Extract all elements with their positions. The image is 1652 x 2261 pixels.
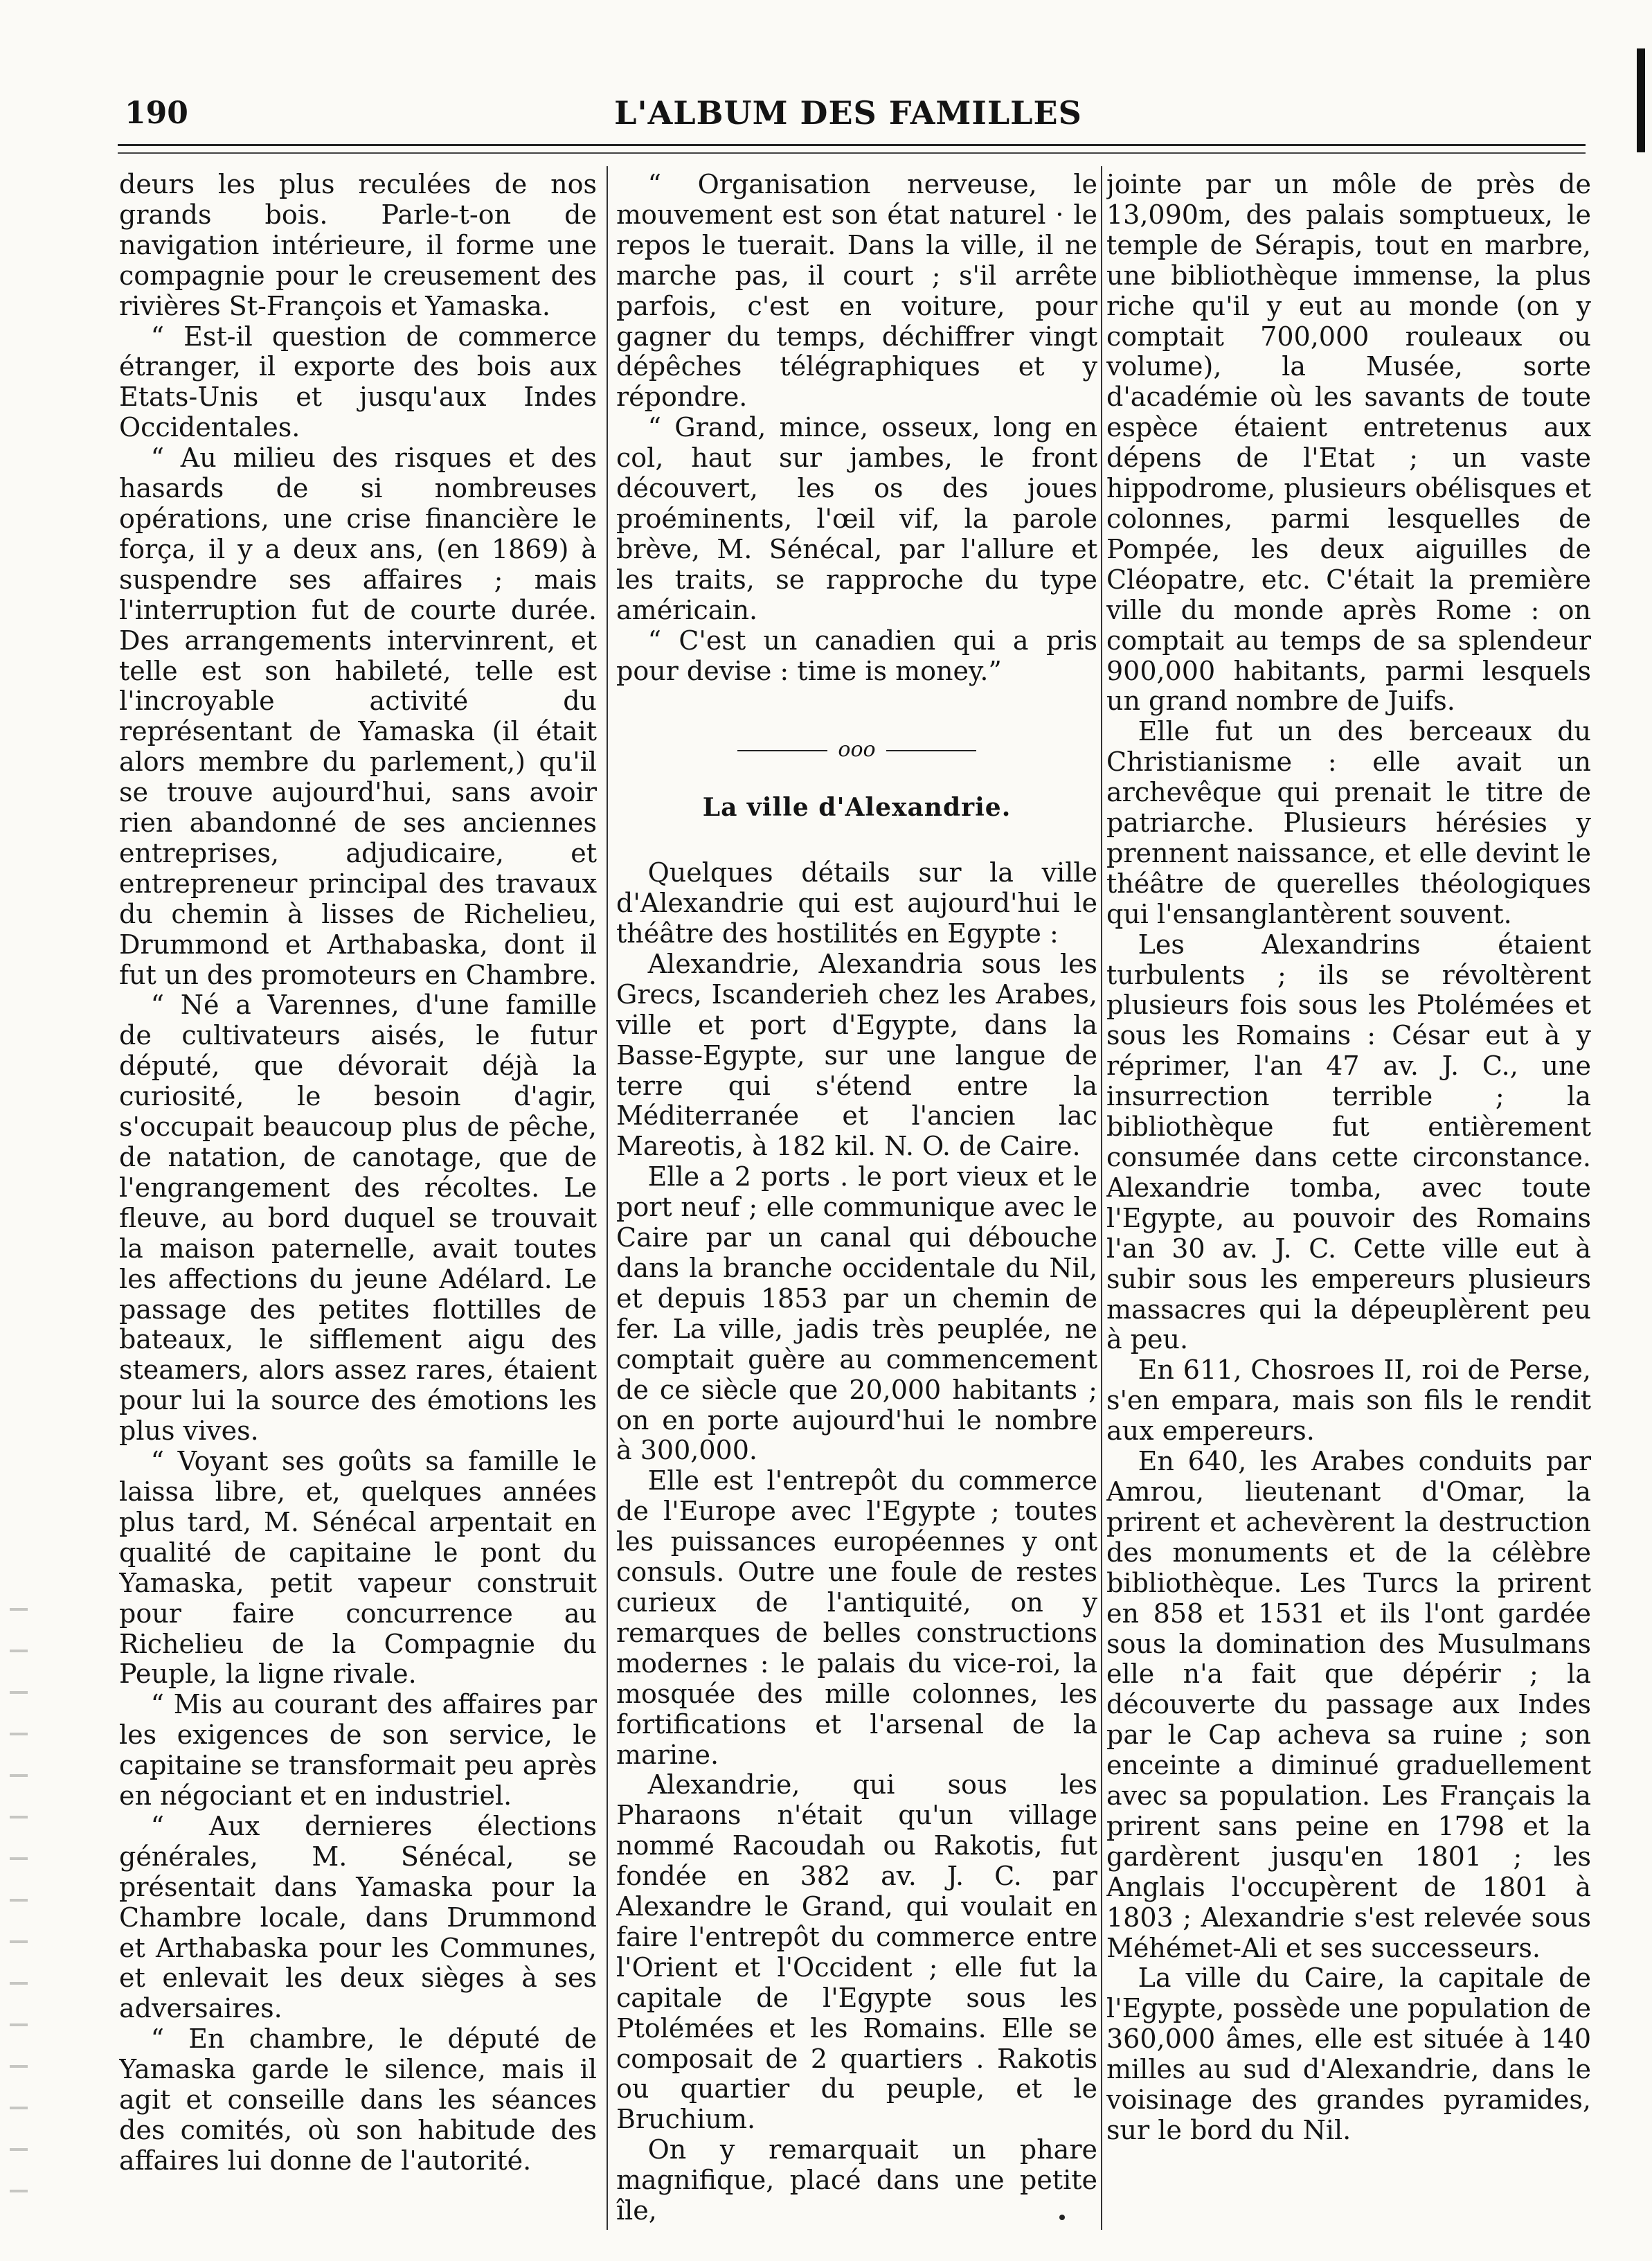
paragraph: Elle fut un des berceaux du Christianisme : elle avait un archevêque qui prenait le titre de patriarche. Plusieurs hérésies y prennent naissance, et elle devint le théâtre de querelles théologiques qui l'ensanglantèrent souvent. [1106, 716, 1591, 929]
paragraph: Les Alexandrins étaient turbulents ; ils se révoltèrent plusieurs fois sous les Ptolémées et sous les Romains : César eut à y réprimer, l'an 47 av. J. C., une insurrection terrible ; la bibliothèque fut entièrement consumée dans cette circonstance. Alexandrie tomba, avec toute l'Egypte, au pouvoir des Romains l'an 30 av. J. C. Cette ville eut à subir sous les empereurs plusieurs massacres qui la dépeuplèrent peu à peu. [1106, 929, 1591, 1355]
page-number: 190 [125, 96, 188, 131]
paragraph: Elle a 2 ports . le port vieux et le port neuf ; elle communique avec le Caire par un canal qui débouche dans la branche occidentale du Nil, et depuis 1853 par un chemin de fer. La ville, jadis très peuplée, ne comptait guère au commencement de ce siècle que 20,000 habitants ; on en porte aujourd'hui le nombre à 300,000. [616, 1161, 1097, 1466]
paragraph: Quelques détails sur la ville d'Alexandrie qui est aujourd'hui le théâtre des hostilités en Egypte : [616, 857, 1097, 949]
header-rule [118, 144, 1586, 146]
paragraph: Elle est l'entrepôt du commerce de l'Europe avec l'Egypte ; toutes les puissances européennes y ont consuls. Outre une foule de restes curieux de l'antiquité, on y remarques de belles constructions modernes : le palais du vice-roi, la mosquée des mille colonnes, les fortifications et l'arsenal de la marine. [616, 1465, 1097, 1770]
paragraph: “ Organisation nerveuse, le mouvement est son état naturel · le repos le tuerait. Dans la ville, il ne marche pas, il court ; s'il arrête parfois, c'est en voiture, pour gagner du temps, déchiffrer vingt dépêches télégraphiques et y répondre. [616, 170, 1097, 413]
print-dot [1059, 2215, 1065, 2220]
paragraph: “ Né a Varennes, d'une famille de cultivateurs aisés, le futur député, que dévorait déjà la curiosité, le besoin d'agir, s'occupait beaucoup plus de pêche, de natation, de canotage, que de l'engrangement des récoltes. Le fleuve, au bord duquel se trouvait la maison paternelle, avait toutes les affections du jeune Adélard. Le passage des petites flottilles de bateaux, le sifflement aigu des steamers, alors assez rares, étaient pour lui la source des émotions les plus vives. [119, 990, 597, 1447]
paragraph: La ville du Caire, la capitale de l'Egypte, possède une population de 360,000 âmes, elle est située à 140 milles au sud d'Alexandrie, dans le voisinage des grandes pyramides, sur le bord du Nil. [1106, 1963, 1591, 2145]
running-title: L'ALBUM DES FAMILLES [614, 94, 1082, 132]
ornament-line-right [886, 750, 976, 751]
header-rule-thin [118, 152, 1586, 154]
paragraph: “ Grand, mince, osseux, long en col, haut sur jambes, le front découvert, les os des joues proéminents, l'œil vif, la parole brève, M. Sénécal, par l'allure et les traits, se rapproche du type américain. [616, 412, 1097, 625]
paragraph: jointe par un môle de près de 13,090m, des palais somptueux, le temple de Sérapis, tout en marbre, une bibliothèque immense, la plus riche qu'il y eut au monde (on y comptait 700,000 rouleaux ou volume), la Musée, sorte d'académie où les savants de toute espèce étaient entretenus aux dépens de l'Etat ; un vaste hippodrome, plusieurs obélisques et colonnes, parmi lesquelles de Pompée, les deux aiguilles de Cléopatre, etc. C'était la première ville du monde après Rome : on comptait au temps de sa splendeur 900,000 habitants, parmi lesquels un grand nombre de Juifs. [1106, 170, 1591, 717]
paragraph: On y remarquait un phare magnifique, placé dans une petite île, [616, 2134, 1097, 2226]
column-separator-1 [607, 166, 608, 2230]
paragraph: “ Est-il question de commerce étranger, il exporte des bois aux Etats-Unis et jusqu'aux Indes Occidentales. [119, 321, 597, 443]
column-separator-2 [1101, 166, 1102, 2230]
section-ornament [616, 735, 1097, 765]
paragraph: deurs les plus reculées de nos grands bois. Parle-t-on de navigation intérieure, il forme une compagnie pour le creusement des rivières St-François et Yamaska. [119, 170, 597, 321]
paragraph: “ Voyant ses goûts sa famille le laissa libre, et, quelques années plus tard, M. Sénécal arpentait en qualité de capitaine le pont du Yamaska, petit vapeur construit pour faire concurrence au Richelieu de la Compagnie du Peuple, la ligne rivale. [119, 1446, 597, 1690]
paragraph: “ En chambre, le député de Yamaska garde le silence, mais il agit et conseille dans les séances des comités, où son habitude des affaires lui donne de l'autorité. [119, 2023, 597, 2176]
paragraph: “ Aux dernieres élections générales, M. Sénécal, se présentait dans Yamaska pour la Chambre locale, dans Drummond et Arthabaska pour les Communes, et enlevait les deux sièges à ses adversaires. [119, 1810, 597, 2024]
paragraph: Alexandrie, Alexandria sous les Grecs, Iscanderieh chez les Arabes, ville et port d'Egypte, dans la Basse-Egypte, sur une langue de terre qui s'étend entre la Méditerranée et l'ancien lac Mareotis, à 182 kil. N. O. de Caire. [616, 948, 1097, 1162]
column-2 [616, 170, 1097, 2226]
ornament-text: ooo [838, 738, 876, 762]
ornament-line-left [737, 750, 827, 751]
page-header [111, 90, 1586, 138]
paragraph: En 611, Chosroes II, roi de Perse, s'en empara, mais son fils le rendit aux empereurs. [1106, 1355, 1591, 1447]
paragraph: “ Mis au courant des affaires par les exigences de son service, le capitaine se transformait peu après en négociant et en industriel. [119, 1689, 597, 1812]
column-3 [1106, 170, 1591, 2226]
section-title: La ville d'Alexandrie. [702, 793, 1012, 823]
column-1 [119, 170, 597, 2226]
paragraph: Alexandrie, qui sous les Pharaons n'était qu'un village nommé Racoudah ou Rakotis, fut fondée en 382 av. J. C. par Alexandre le Grand, qui voulait en faire l'entrepôt du commerce entre l'Orient et l'Occident ; elle fut la capitale de l'Egypte sous les Ptolémées et les Romains. Elle se composait de 2 quartiers . Rakotis ou quartier du peuple, et le Bruchium. [616, 1769, 1097, 2135]
scan-edge-mark [1637, 48, 1645, 152]
paragraph: En 640, les Arabes conduits par Amrou, lieutenant d'Omar, la prirent et achevèrent la destruction des monuments et de la célèbre bibliothèque. Les Turcs la prirent en 858 et 1531 et ils l'ont gardée sous la domination des Musulmans elle n'a fait que dépérir ; la découverte du passage aux Indes par le Cap acheva sa ruine ; son enceinte a diminué graduellement avec sa population. Les Français la prirent sans peine en 1798 et la gardèrent jusqu'en 1801 ; les Anglais l'occupèrent de 1801 à 1803 ; Alexandrie s'est relevée sous Méhémet-Ali et ses successeurs. [1106, 1446, 1591, 1963]
paragraph: “ C'est un canadien qui a pris pour devise : time is money.” [616, 625, 1097, 686]
scan-margin-speckle [10, 1593, 28, 2216]
paragraph: “ Au milieu des risques et des hasards de si nombreuses opérations, une crise financière le força, il y a deux ans, (en 1869) à suspendre ses affaires ; mais l'interruption fut de courte durée. Des arrangements intervinrent, et telle est son habileté, telle est l'incroyable activité du représentant de Yamaska (il était alors membre du parlement,) qu'il se trouve aujourd'hui, sans avoir rien abandonné de ses anciennes entreprises, adjudicaire, et entrepreneur principal des travaux du chemin à lisses de Richelieu, Drummond et Arthabaska, dont il fut un des promoteurs en Chambre. [119, 443, 597, 990]
